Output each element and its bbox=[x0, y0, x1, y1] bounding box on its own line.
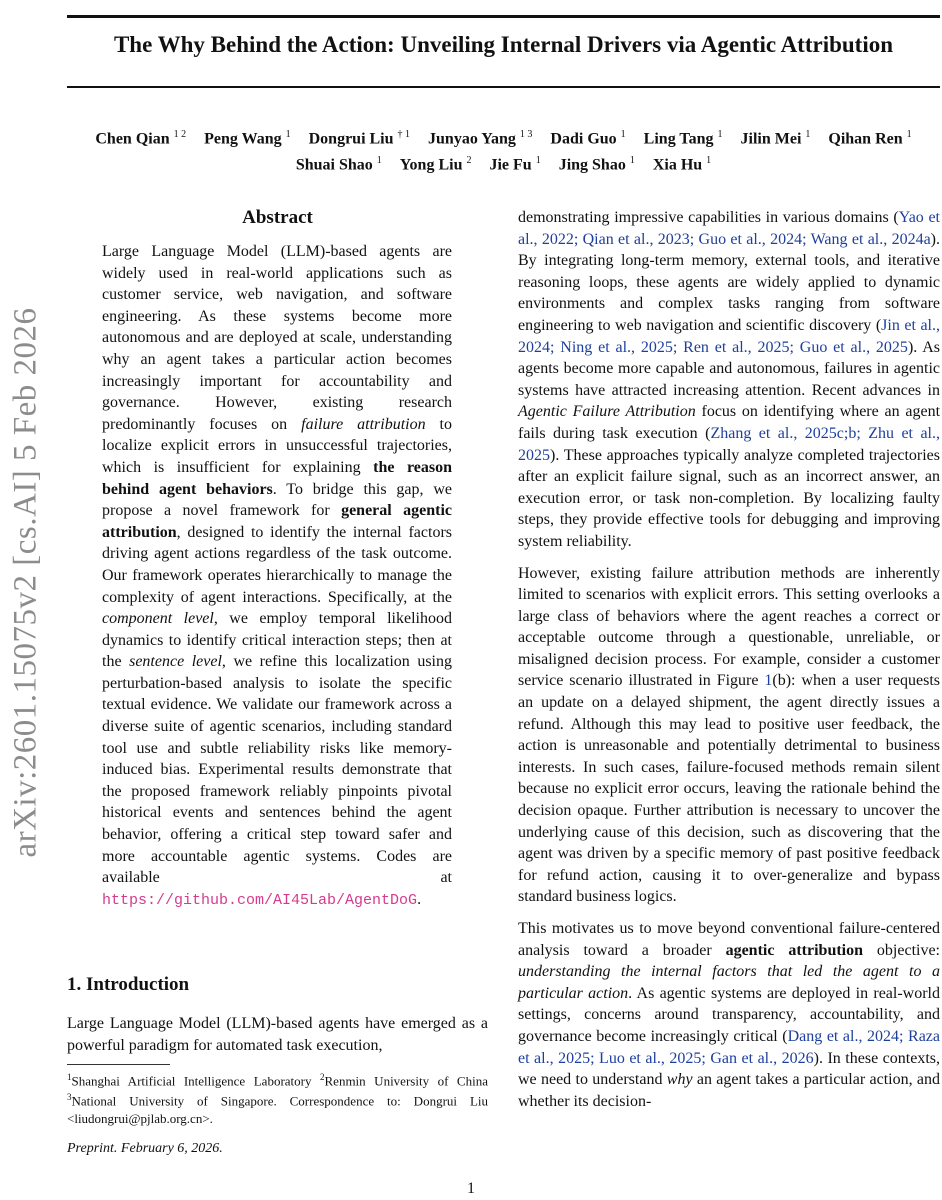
figure-reference-link[interactable]: 1 bbox=[764, 672, 773, 690]
author: Peng Wang $^1$ bbox=[204, 129, 291, 148]
author: Dadi Guo $^1$ bbox=[550, 129, 626, 148]
citation-link[interactable]: Yao et al., 2022; Qian et al., 2023; Guo et al., 2024; Wang et al., 2024a bbox=[518, 209, 941, 248]
author: Jilin Mei $^1$ bbox=[740, 129, 811, 148]
author: Jie Fu $^1$ bbox=[489, 155, 541, 174]
citation-link[interactable]: Dang et al., 2024; Raza et al., 2025; Luo et al., 2025; Gan et al., 2026 bbox=[518, 1027, 940, 1067]
title-bottom-rule bbox=[67, 86, 940, 88]
author: Xia Hu $^1$ bbox=[652, 155, 712, 174]
affiliation-footnote: $^1$Shanghai Artificial Intelligence Laboratory $^2$Renmin University of China $^3$National University of Singapore. Correspondence to: Dongrui Liu <liudongrui@pjlab.org.cn>. bbox=[67, 1072, 488, 1126]
page-number: 1 bbox=[467, 1180, 475, 1197]
footnote-rule bbox=[67, 1064, 170, 1065]
citation-link[interactable]: Zhang et al., 2025c;b; Zhu et al., 2025 bbox=[518, 424, 940, 464]
preprint-date: Preprint. February 6, 2026. bbox=[67, 1141, 223, 1156]
introduction-left-text: Large Language Model (LLM)-based agents have emerged as a powerful paradigm for automated task execution, bbox=[67, 1015, 488, 1054]
section-heading-introduction: 1. Introduction bbox=[67, 974, 190, 995]
title-top-rule bbox=[67, 15, 940, 18]
arxiv-identifier-stamp bbox=[6, 282, 46, 882]
author: Qihan Ren $^1$ bbox=[828, 129, 912, 148]
author: Dongrui Liu $^{\dagger 1}$ bbox=[308, 129, 411, 148]
right-column bbox=[518, 207, 940, 1112]
author: Jing Shao $^1$ bbox=[558, 155, 635, 174]
abstract-paragraph: Large Language Model (LLM)-based agents are widely used in real-world applications such as customer service, web navigation, and software engineering. As these systems become more autonomous and are deployed at scale, understanding why an agent takes a particular action becomes increasingly important for accountability and governance. However, existing research predominantly focuses on failure attribution to localize explicit errors in unsuccessful trajectories, which is insufficient for explaining the reason behind agent behaviors. To bridge this gap, we propose a novel framework for general agentic attribution, designed to identify the internal factors driving agent actions regardless of the task outcome. Our framework operates hierarchically to manage the complexity of agent interactions. Specifically, at the component level, we employ temporal likelihood dynamics to identify critical interaction steps; then at the sentence level, we refine this localization using perturbation-based analysis to isolate the specific textual evidence. We validate our framework across a diverse suite of agentic scenarios, including standard tool use and subtle reliability risks like memory-induced bias. Experimental results demonstrate that the proposed framework reliably pinpoints pivotal historical events and sentences behind the agent behavior, offering a critical step toward safer and more accountable agentic systems. Codes are available at https://github.com/AI45Lab/AgentDoG. bbox=[102, 243, 453, 909]
paper-title: The Why Behind the Action: Unveiling Internal Drivers via Agentic Attribution bbox=[113, 32, 894, 57]
author-list bbox=[67, 124, 940, 177]
author: Yong Liu $^2$ bbox=[399, 155, 472, 174]
author: Chen Qian $^{1 2}$ bbox=[95, 129, 187, 148]
intro-paragraph: This motivates us to move beyond conventional failure-centered analysis toward a broader agentic attribution objective: understanding the internal factors that led the agent to a particular action. As agentic systems are deployed in real-world settings, concerns around transparency, accountability, and governance become increasingly critical (Dang et al., 2024; Raza et al., 2025; Luo et al., 2025; Gan et al., 2026). In these contexts, we need to understand why an agent takes a particular action, and whether its decision- bbox=[518, 920, 941, 1110]
intro-paragraph: demonstrating impressive capabilities in various domains (Yao et al., 2022; Qian et al., 2023; Guo et al., 2024; Wang et al., 2024a). By integrating long-term memory, external tools, and iterative reasoning loops, these agents are widely applied to dynamic environments and complex tasks ranging from software engineering to web navigation and scientific discovery (Jin et al., 2024; Ning et al., 2025; Ren et al., 2025; Guo et al., 2025). As agents become more capable and autonomous, failures in agentic systems have attracted increasing attention. Recent advances in Agentic Failure Attribution focus on identifying where an agent fails during task execution (Zhang et al., 2025c;b; Zhu et al., 2025). These approaches typically analyze completed trajectories after an explicit failure signal, such as an incorrect answer, an execution error, or task non-completion. By localizing faulty steps, they provide effective tools for debugging and improving system reliability. bbox=[518, 209, 941, 550]
code-repository-link[interactable]: https://github.com/AI45Lab/AgentDoG bbox=[102, 891, 418, 909]
author: Shuai Shao $^1$ bbox=[295, 155, 382, 174]
arxiv-stamp-text: arXiv:2601.15075v2 [cs.AI] 5 Feb 2026 bbox=[7, 306, 44, 858]
abstract-body bbox=[102, 241, 452, 911]
citation-link[interactable]: Jin et al., 2024; Ning et al., 2025; Ren et al., 2025; Guo et al., 2025 bbox=[518, 316, 941, 356]
intro-paragraph: However, existing failure attribution methods are inherently limited to scenarios with explicit errors. This setting overlooks a large class of behaviors where the agent reaches a correct or acceptable outcome through a questionable, unreliable, or misaligned decision process. For example, consider a customer service scenario illustrated in Figure 1(b): when a user requests an update on a delayed shipment, the agent directly issues a refund. Although this may lead to positive user feedback, the action is unreasonable and potentially detrimental to business interests. In such cases, failure-focused methods remain silent because no explicit error occurs, leaving the rationale behind the decision opaque. Further attribution is necessary to uncover the underlying cause of this decision, such as discovering that the agent was driven by a specific memory of past positive feedback for refund action, causing it to over-generalize and bypass standard business logics. bbox=[518, 564, 940, 906]
author: Ling Tang $^1$ bbox=[643, 129, 723, 148]
author: Junyao Yang $^{1 3}$ bbox=[428, 129, 533, 148]
abstract-heading: Abstract bbox=[242, 207, 313, 228]
